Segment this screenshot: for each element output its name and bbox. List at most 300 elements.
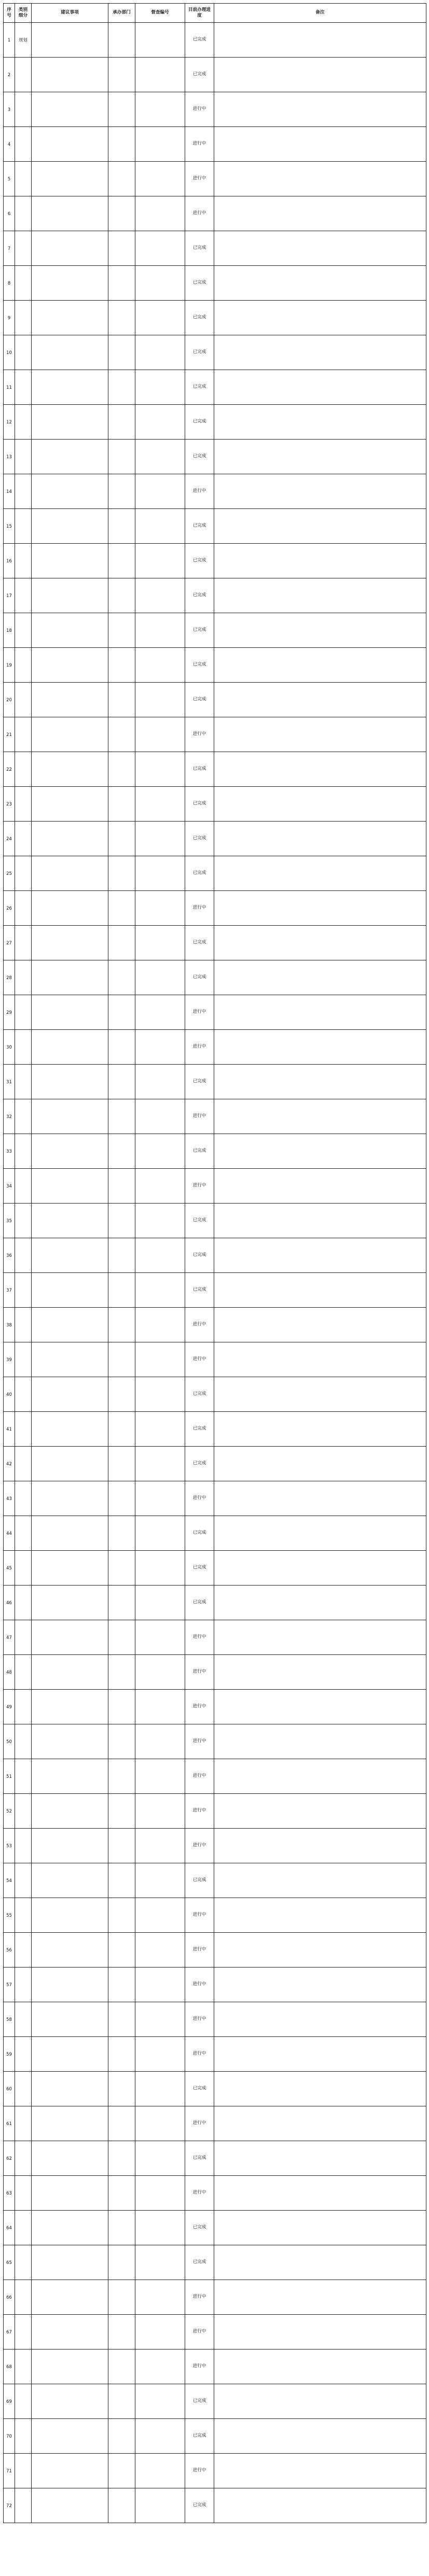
row-suggestion [32, 1620, 108, 1655]
row-suggestion [32, 2454, 108, 2488]
row-suggestion [32, 1273, 108, 1308]
row-number: 66 [4, 2280, 15, 2315]
row-progress-status: 已完成 [185, 1516, 214, 1551]
row-suggestion [32, 509, 108, 544]
row-remarks [214, 2454, 426, 2488]
row-department [108, 1933, 135, 1968]
row-supervision-code [135, 2488, 185, 2523]
table-row [4, 2349, 426, 2384]
row-progress-status: 进行中 [185, 891, 214, 926]
row-department [108, 474, 135, 509]
row-number: 2 [4, 58, 15, 92]
row-category [15, 2211, 32, 2245]
row-department [108, 1412, 135, 1447]
row-remarks [214, 440, 426, 474]
row-category [15, 2419, 32, 2454]
row-suggestion [32, 1204, 108, 1238]
table-row [4, 162, 426, 196]
row-category [15, 1968, 32, 2002]
row-suggestion [32, 752, 108, 787]
row-supervision-code [135, 578, 185, 613]
row-department [108, 196, 135, 231]
row-category [15, 2037, 32, 2072]
row-department [108, 787, 135, 822]
row-suggestion [32, 405, 108, 440]
row-department [108, 1481, 135, 1516]
table-row [4, 301, 426, 335]
row-progress-status: 已完成 [185, 231, 214, 266]
row-progress-status: 进行中 [185, 1933, 214, 1968]
row-department [108, 960, 135, 995]
table-row [4, 2106, 426, 2141]
row-remarks [214, 1099, 426, 1134]
document-page [3, 3, 426, 2523]
row-category [15, 1412, 32, 1447]
row-category [15, 1829, 32, 1863]
row-progress-status: 已完成 [185, 370, 214, 405]
row-number: 30 [4, 1030, 15, 1065]
row-department [108, 2176, 135, 2211]
table-row [4, 509, 426, 544]
column-header: 督查编号 [135, 4, 185, 23]
row-progress-status: 已完成 [185, 787, 214, 822]
row-remarks [214, 717, 426, 752]
row-number: 59 [4, 2037, 15, 2072]
row-supervision-code [135, 92, 185, 127]
table-row [4, 822, 426, 856]
row-progress-status: 已完成 [185, 1551, 214, 1586]
row-category [15, 2106, 32, 2141]
table-row [4, 2384, 426, 2419]
table-row [4, 335, 426, 370]
row-number: 20 [4, 683, 15, 717]
row-remarks [214, 1620, 426, 1655]
row-category [15, 231, 32, 266]
row-remarks [214, 648, 426, 683]
row-number: 48 [4, 1655, 15, 1690]
row-progress-status: 进行中 [185, 92, 214, 127]
row-supervision-code [135, 1655, 185, 1690]
row-number: 16 [4, 544, 15, 578]
row-progress-status: 已完成 [185, 1586, 214, 1620]
row-progress-status: 进行中 [185, 474, 214, 509]
row-progress-status: 进行中 [185, 1724, 214, 1759]
row-progress-status: 进行中 [185, 1030, 214, 1065]
row-category [15, 960, 32, 995]
row-progress-status: 进行中 [185, 2454, 214, 2488]
table-row [4, 1551, 426, 1586]
row-department [108, 1342, 135, 1377]
row-suggestion [32, 23, 108, 58]
row-progress-status: 已完成 [185, 2245, 214, 2280]
row-number: 44 [4, 1516, 15, 1551]
row-number: 60 [4, 2072, 15, 2106]
table-row [4, 2072, 426, 2106]
table-row [4, 2002, 426, 2037]
row-supervision-code [135, 474, 185, 509]
row-supervision-code [135, 1829, 185, 1863]
row-category [15, 474, 32, 509]
suggestion-tracking-table [3, 3, 426, 2523]
row-category [15, 1169, 32, 1204]
row-suggestion [32, 2141, 108, 2176]
row-category [15, 1481, 32, 1516]
row-department [108, 613, 135, 648]
row-supervision-code [135, 1794, 185, 1829]
row-category [15, 683, 32, 717]
row-suggestion [32, 717, 108, 752]
row-number: 47 [4, 1620, 15, 1655]
row-department [108, 301, 135, 335]
table-row [4, 2211, 426, 2245]
row-number: 64 [4, 2211, 15, 2245]
row-progress-status: 已完成 [185, 752, 214, 787]
row-remarks [214, 578, 426, 613]
table-row [4, 648, 426, 683]
row-suggestion [32, 1030, 108, 1065]
row-remarks [214, 544, 426, 578]
row-number: 41 [4, 1412, 15, 1447]
table-row [4, 1204, 426, 1238]
row-number: 56 [4, 1933, 15, 1968]
table-row [4, 1863, 426, 1898]
row-department [108, 856, 135, 891]
table-row [4, 1377, 426, 1412]
row-supervision-code [135, 1308, 185, 1342]
row-number: 52 [4, 1794, 15, 1829]
row-number: 33 [4, 1134, 15, 1169]
row-department [108, 2315, 135, 2349]
row-department [108, 822, 135, 856]
row-progress-status: 已完成 [185, 544, 214, 578]
row-supervision-code [135, 2176, 185, 2211]
row-category [15, 1204, 32, 1238]
row-number: 13 [4, 440, 15, 474]
row-category [15, 92, 32, 127]
row-supervision-code [135, 301, 185, 335]
row-progress-status: 进行中 [185, 162, 214, 196]
row-progress-status: 已完成 [185, 822, 214, 856]
row-department [108, 2037, 135, 2072]
row-category [15, 1655, 32, 1690]
row-progress-status: 已完成 [185, 1065, 214, 1099]
row-supervision-code [135, 127, 185, 162]
row-category [15, 2141, 32, 2176]
row-department [108, 2002, 135, 2037]
table-row [4, 405, 426, 440]
row-supervision-code [135, 2002, 185, 2037]
row-remarks [214, 787, 426, 822]
row-remarks [214, 2141, 426, 2176]
row-department [108, 1308, 135, 1342]
row-category [15, 370, 32, 405]
row-progress-status: 进行中 [185, 2002, 214, 2037]
row-remarks [214, 1933, 426, 1968]
row-progress-status: 已完成 [185, 648, 214, 683]
row-supervision-code [135, 544, 185, 578]
table-row [4, 1516, 426, 1551]
row-department [108, 1204, 135, 1238]
row-category [15, 266, 32, 301]
row-suggestion [32, 231, 108, 266]
row-supervision-code [135, 1968, 185, 2002]
row-supervision-code [135, 2315, 185, 2349]
row-number: 26 [4, 891, 15, 926]
table-row [4, 1933, 426, 1968]
row-progress-status: 进行中 [185, 1099, 214, 1134]
row-number: 32 [4, 1099, 15, 1134]
row-supervision-code [135, 1238, 185, 1273]
row-suggestion [32, 370, 108, 405]
row-suggestion [32, 474, 108, 509]
row-supervision-code [135, 2419, 185, 2454]
row-number: 62 [4, 2141, 15, 2176]
row-suggestion [32, 2245, 108, 2280]
row-number: 29 [4, 995, 15, 1030]
row-number: 21 [4, 717, 15, 752]
row-remarks [214, 1447, 426, 1481]
table-row [4, 1030, 426, 1065]
row-supervision-code [135, 58, 185, 92]
row-remarks [214, 1238, 426, 1273]
row-category [15, 335, 32, 370]
row-department [108, 2349, 135, 2384]
row-progress-status: 已完成 [185, 405, 214, 440]
row-number: 39 [4, 1342, 15, 1377]
row-progress-status: 进行中 [185, 127, 214, 162]
row-supervision-code [135, 1586, 185, 1620]
row-progress-status: 已完成 [185, 1377, 214, 1412]
row-number: 14 [4, 474, 15, 509]
row-supervision-code [135, 1342, 185, 1377]
row-number: 45 [4, 1551, 15, 1586]
row-number: 8 [4, 266, 15, 301]
row-department [108, 752, 135, 787]
row-number: 57 [4, 1968, 15, 2002]
row-remarks [214, 196, 426, 231]
row-number: 55 [4, 1898, 15, 1933]
row-category [15, 613, 32, 648]
table-row [4, 370, 426, 405]
row-number: 43 [4, 1481, 15, 1516]
row-number: 23 [4, 787, 15, 822]
row-supervision-code [135, 2349, 185, 2384]
table-row [4, 856, 426, 891]
row-progress-status: 已完成 [185, 23, 214, 58]
table-row [4, 2245, 426, 2280]
row-suggestion [32, 1759, 108, 1794]
row-remarks [214, 405, 426, 440]
row-department [108, 717, 135, 752]
row-progress-status: 已完成 [185, 58, 214, 92]
table-row [4, 1794, 426, 1829]
row-remarks [214, 509, 426, 544]
row-suggestion [32, 1794, 108, 1829]
table-row [4, 960, 426, 995]
row-supervision-code [135, 440, 185, 474]
row-department [108, 405, 135, 440]
row-category [15, 1863, 32, 1898]
row-category [15, 891, 32, 926]
row-progress-status: 进行中 [185, 1794, 214, 1829]
table-row [4, 2141, 426, 2176]
table-row [4, 474, 426, 509]
row-progress-status: 进行中 [185, 1342, 214, 1377]
row-supervision-code [135, 926, 185, 960]
table-header-row [4, 4, 426, 23]
row-supervision-code [135, 2245, 185, 2280]
row-suggestion [32, 787, 108, 822]
row-remarks [214, 335, 426, 370]
row-department [108, 335, 135, 370]
row-number: 10 [4, 335, 15, 370]
row-number: 50 [4, 1724, 15, 1759]
row-department [108, 2419, 135, 2454]
row-remarks [214, 960, 426, 995]
row-number: 58 [4, 2002, 15, 2037]
table-row [4, 231, 426, 266]
row-category [15, 1099, 32, 1134]
row-remarks [214, 1342, 426, 1377]
row-category [15, 127, 32, 162]
column-header: 承办部门 [108, 4, 135, 23]
row-supervision-code [135, 995, 185, 1030]
row-supervision-code [135, 2454, 185, 2488]
row-progress-status: 进行中 [185, 1620, 214, 1655]
row-supervision-code [135, 1412, 185, 1447]
row-category [15, 1690, 32, 1724]
row-remarks [214, 1724, 426, 1759]
row-progress-status: 已完成 [185, 1863, 214, 1898]
row-supervision-code [135, 1377, 185, 1412]
table-row [4, 1169, 426, 1204]
row-department [108, 1898, 135, 1933]
row-category [15, 440, 32, 474]
row-department [108, 1169, 135, 1204]
row-remarks [214, 1863, 426, 1898]
row-category [15, 1724, 32, 1759]
row-number: 4 [4, 127, 15, 162]
table-row [4, 1481, 426, 1516]
row-category [15, 2072, 32, 2106]
row-number: 67 [4, 2315, 15, 2349]
row-category [15, 752, 32, 787]
table-row [4, 891, 426, 926]
row-suggestion [32, 2488, 108, 2523]
row-number: 7 [4, 231, 15, 266]
row-remarks [214, 1308, 426, 1342]
row-category [15, 2315, 32, 2349]
row-category [15, 58, 32, 92]
table-row [4, 127, 426, 162]
row-department [108, 1551, 135, 1586]
row-supervision-code [135, 891, 185, 926]
row-supervision-code [135, 509, 185, 544]
row-category [15, 787, 32, 822]
row-remarks [214, 1412, 426, 1447]
row-suggestion [32, 822, 108, 856]
row-remarks [214, 2211, 426, 2245]
row-remarks [214, 1794, 426, 1829]
row-suggestion [32, 1655, 108, 1690]
row-supervision-code [135, 717, 185, 752]
row-number: 69 [4, 2384, 15, 2419]
row-suggestion [32, 1412, 108, 1447]
row-remarks [214, 1898, 426, 1933]
row-number: 3 [4, 92, 15, 127]
row-number: 6 [4, 196, 15, 231]
row-department [108, 1690, 135, 1724]
row-department [108, 1273, 135, 1308]
row-department [108, 266, 135, 301]
row-suggestion [32, 1238, 108, 1273]
table-row [4, 58, 426, 92]
row-remarks [214, 474, 426, 509]
row-supervision-code [135, 822, 185, 856]
row-supervision-code [135, 335, 185, 370]
table-row [4, 1829, 426, 1863]
row-category [15, 1794, 32, 1829]
row-department [108, 648, 135, 683]
row-suggestion [32, 1933, 108, 1968]
row-number: 70 [4, 2419, 15, 2454]
row-remarks [214, 1759, 426, 1794]
row-number: 40 [4, 1377, 15, 1412]
table-row [4, 1968, 426, 2002]
row-supervision-code [135, 1030, 185, 1065]
row-progress-status: 进行中 [185, 717, 214, 752]
row-suggestion [32, 1169, 108, 1204]
row-number: 34 [4, 1169, 15, 1204]
row-remarks [214, 891, 426, 926]
table-row [4, 1620, 426, 1655]
row-supervision-code [135, 266, 185, 301]
row-suggestion [32, 613, 108, 648]
row-department [108, 2106, 135, 2141]
row-category [15, 544, 32, 578]
row-remarks [214, 1481, 426, 1516]
row-remarks [214, 1829, 426, 1863]
row-suggestion [32, 1829, 108, 1863]
row-supervision-code [135, 1065, 185, 1099]
row-category [15, 995, 32, 1030]
row-remarks [214, 2176, 426, 2211]
row-progress-status: 进行中 [185, 1169, 214, 1204]
row-suggestion [32, 2211, 108, 2245]
row-remarks [214, 2280, 426, 2315]
row-department [108, 1377, 135, 1412]
row-category [15, 2488, 32, 2523]
row-department [108, 1794, 135, 1829]
row-supervision-code [135, 231, 185, 266]
column-header: 序号 [4, 4, 15, 23]
row-category [15, 926, 32, 960]
row-department [108, 231, 135, 266]
row-number: 51 [4, 1759, 15, 1794]
row-number: 72 [4, 2488, 15, 2523]
row-department [108, 995, 135, 1030]
row-remarks [214, 370, 426, 405]
row-remarks [214, 856, 426, 891]
row-progress-status: 进行中 [185, 1898, 214, 1933]
row-remarks [214, 2419, 426, 2454]
row-category [15, 2349, 32, 2384]
row-suggestion [32, 856, 108, 891]
row-remarks [214, 162, 426, 196]
row-category [15, 578, 32, 613]
row-department [108, 127, 135, 162]
row-remarks [214, 1204, 426, 1238]
